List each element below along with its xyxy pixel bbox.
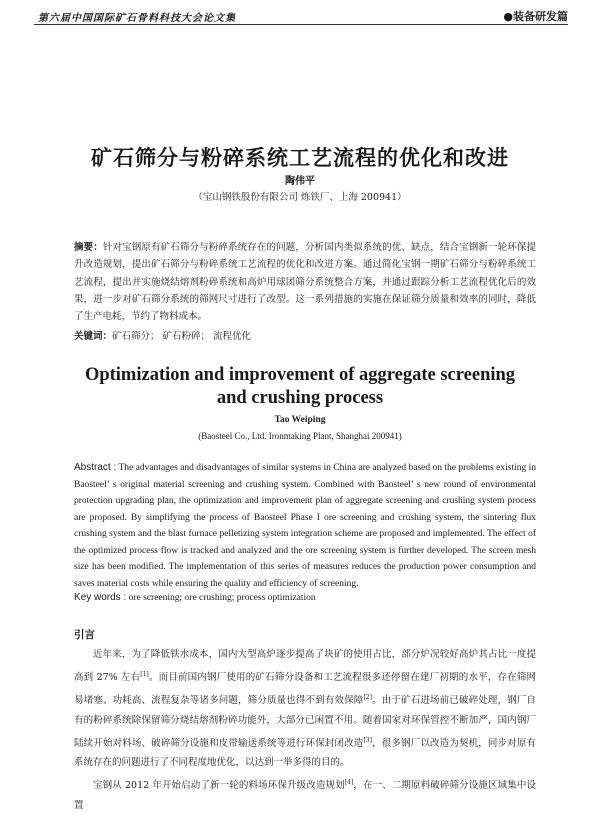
- keywords-english: [74, 592, 316, 603]
- abstract-chinese-text: 针对宝钢原有矿石筛分与粉碎系统存在的问题，分析国内类似系统的优、缺点，结合宝钢新一轮环保提升改造规划，提出矿石筛分与粉碎系统工艺流程的优化和改进方案。通过简化宝钢一期矿石筛分与粉碎系统工艺流程，提出并实施烧结熔剂粉碎系统和高炉用球团筛分系统整合方案，并通过跟踪分析工艺流程优化后的效果，进一步对矿石筛分系统的筛网尺寸进行了改型。这一系列措施的实施在保证筛分质量和效率的同时，降低了生产电耗，节约了物料成本。: [74, 242, 536, 323]
- section-heading-introduction: 引言: [74, 629, 95, 641]
- intro-p2-text-b: ，在一、二期原料破碎筛分设施区域集中设置: [74, 780, 536, 812]
- abstract-english: [74, 460, 536, 592]
- citation-ref-4: [4]: [344, 779, 354, 787]
- intro-p1-text-d: ，很多钢厂以改造为契机，同步对原有系统存在的问题进行了不同程度地优化，以达到一举多得的目的。: [74, 737, 536, 769]
- header-proceedings-title: 第六届中国国际矿石骨料科技大会论文集: [38, 13, 236, 24]
- keywords-english-text: ore screening; ore crushing; process optimization: [128, 593, 316, 603]
- keywords-chinese: [74, 328, 251, 342]
- intro-p1-text-b: 。而目前国内钢厂使用的矿石筛分设备和工艺流程很多还停留在建厂初期的水平，存在筛网易堵塞、功耗高、流程复杂等诸多问题，筛分质量也得不到有效保障: [74, 671, 536, 706]
- keywords-chinese-label: 关键词：: [74, 331, 113, 342]
- intro-paragraph-1: [74, 645, 536, 773]
- running-header: [34, 6, 568, 25]
- intro-p2-text-a: 宝钢从 2012 年开始启动了新一轮的料场环保升级改造规划: [93, 780, 345, 792]
- keywords-chinese-text: 矿石筛分； 矿石粉碎； 流程优化: [112, 331, 252, 342]
- citation-ref-1: [1]: [140, 670, 149, 678]
- introduction-body: [74, 645, 536, 816]
- keywords-english-label: Key words :: [74, 592, 127, 603]
- header-section-label: ●装备研发篇: [503, 10, 568, 23]
- citation-ref-2: [2]: [363, 693, 372, 701]
- intro-p1-text-c: 。由于矿石进场前已破碎处理，钢厂自有的粉碎系统除保留筛分烧结熔剂粉碎功能外，大部分已闲置不用。随着国家对环保管控不断加严，国内钢厂陆续开始对料场、破碎筛分设施和皮带输送系统等进行环保封闭改造: [74, 694, 536, 749]
- title-english-line2: and crushing process: [216, 388, 384, 408]
- intro-paragraph-2: [74, 773, 536, 816]
- affiliation-english: (Baosteel Co., Ltd. Ironmaking Plant, Shanghai 200941): [198, 431, 402, 441]
- citation-ref-3: [3]: [363, 736, 372, 744]
- intro-p1-text-a: 近年来，为了降低铁水成本，国内大型高炉逐步提高了块矿的使用占比，部分炉况较好高炉其占比一度提高到 27% 左右: [74, 649, 536, 683]
- page-title-chinese: 矿石筛分与粉碎系统工艺流程的优化和改进: [91, 146, 509, 170]
- page-title-english: [0, 364, 600, 410]
- abstract-english-text: The advantages and disadvantages of similar systems in China are analyzed based on the problems existing in Baosteel’ s original material screening and crushing system. Combined with Baosteel’ s new round of environmental protection upgrading plan, the optimization and improvement plan of aggregate screening and crushing system process are proposed. By simplifying the process of Baosteel Phase I ore screening and crushing system, the sintering flux crushing system and the blast furnace pelletizing system integration scheme are proposed and implemented. The effect of the optimized process flow is tracked and analyzed and the ore screening system is further developed. The screen mesh size has been modified. The implementation of this series of measures reduces the production power consumption and saves material costs while ensuring the quality and efficiency of screening.: [74, 463, 536, 589]
- title-english-line1: Optimization and improvement of aggregate screening: [84, 365, 516, 385]
- affiliation-chinese: （宝山钢铁股份有限公司 炼铁厂、上海 200941）: [193, 192, 407, 203]
- abstract-english-label: Abstract :: [74, 462, 117, 473]
- author-chinese: 陶伟平: [285, 176, 315, 187]
- abstract-chinese-label: 摘要：: [74, 242, 103, 253]
- author-english: Tao Weiping: [274, 415, 326, 425]
- abstract-chinese: [74, 239, 536, 325]
